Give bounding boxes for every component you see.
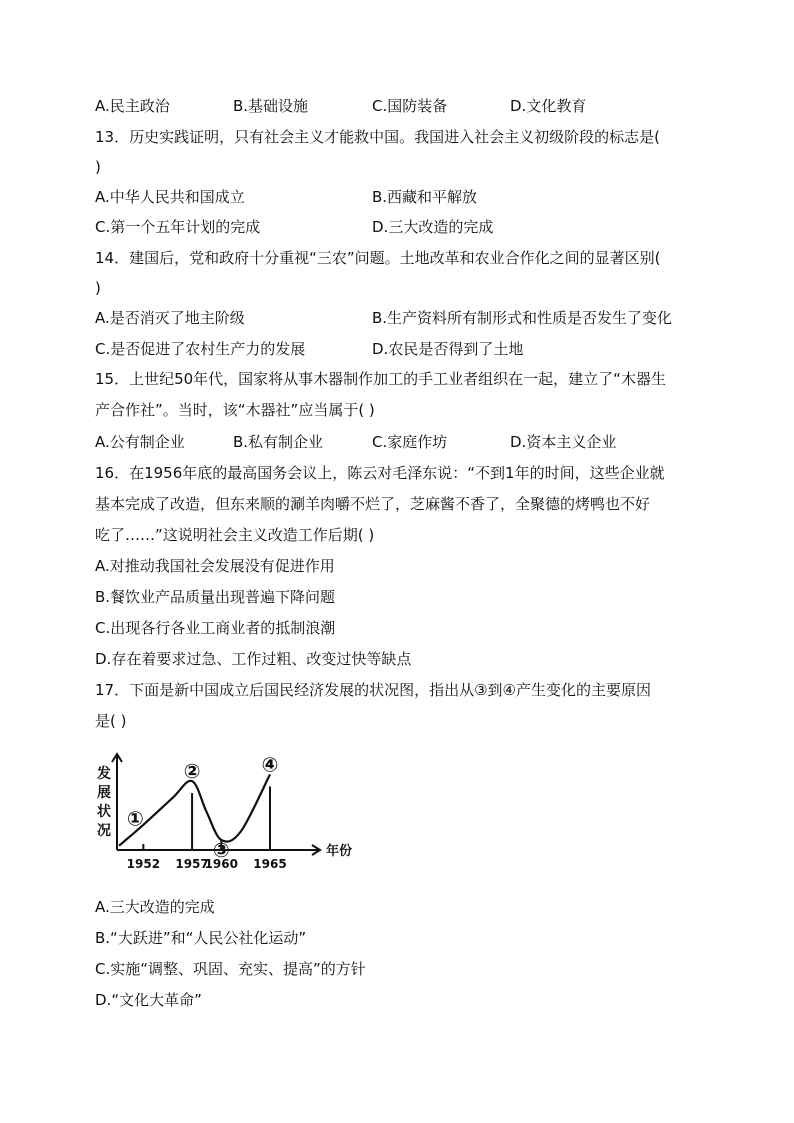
q13-option-c[interactable]: C.第一个五年计划的完成 [95, 218, 261, 236]
q13-option-a[interactable]: A.中华人民共和国成立 [95, 188, 245, 206]
q15-stem-cont: 产合作社”。当时，该“木器社”应当属于( ) [95, 401, 375, 419]
economy-development-chart [95, 742, 353, 872]
q17-option-c[interactable]: C.实施“调整、巩固、充实、提高”的方针 [95, 960, 366, 978]
q16-stem: 16．在1956年底的最高国务会议上，陈云对毛泽东说：“不到1年的时间，这些企业就 [95, 464, 665, 482]
q12-option-c[interactable]: C.国防装备 [372, 97, 448, 115]
q15-option-c[interactable]: C.家庭作坊 [372, 433, 448, 451]
q14-option-a[interactable]: A.是否消灭了地主阶级 [95, 309, 245, 327]
q13-option-b[interactable]: B.西藏和平解放 [372, 188, 478, 206]
chart-marker: ① [126, 806, 144, 831]
q15-option-b[interactable]: B.私有制企业 [233, 433, 324, 451]
q17-stem: 17．下面是新中国成立后国民经济发展的状况图，指出从③到④产生变化的主要原因 [95, 681, 651, 699]
chart-xlabel: 年份 [326, 844, 353, 859]
q17-option-b[interactable]: B.“大跃进”和“人民公社化运动” [95, 929, 307, 947]
q15-option-d[interactable]: D.资本主义企业 [510, 433, 617, 451]
q16-option-b[interactable]: B.餐饮业产品质量出现普遍下降问题 [95, 588, 336, 606]
q14-stem: 14．建国后，党和政府十分重视“三农”问题。土地改革和农业合作化之间的显著区别( [95, 249, 661, 267]
chart-tick-label: 1960 [204, 857, 238, 871]
q17-stem-cont: 是( ) [95, 712, 127, 730]
chart-marker: ② [183, 759, 201, 784]
q16-stem-cont-2: 吃了……”这说明社会主义改造工作后期( ) [95, 526, 375, 544]
chart-tick-label: 1952 [126, 857, 161, 871]
q12-option-a[interactable]: A.民主政治 [95, 97, 170, 115]
chart-marker: ④ [261, 752, 279, 777]
q14-option-c[interactable]: C.是否促进了农村生产力的发展 [95, 340, 306, 358]
q17-option-d[interactable]: D.“文化大革命” [95, 991, 202, 1009]
q16-option-c[interactable]: C.出现各行各业工商业者的抵制浪潮 [95, 619, 336, 637]
q14-option-b[interactable]: B.生产资料所有制形式和性质是否发生了变化 [372, 309, 673, 327]
chart-tick-label: 1965 [253, 857, 287, 871]
q12-option-d[interactable]: D.文化教育 [510, 97, 587, 115]
chart-marker: ③ [212, 837, 230, 862]
q14-stem-cont: ) [95, 279, 101, 297]
q16-option-d[interactable]: D.存在着要求过急、工作过粗、改变过快等缺点 [95, 650, 412, 668]
q13-stem-cont: ) [95, 158, 101, 176]
chart-ticks [127, 786, 287, 871]
q15-stem: 15．上世纪50年代，国家将从事木器制作加工的手工业者组织在一起，建立了“木器生 [95, 370, 666, 388]
q16-option-a[interactable]: A.对推动我国社会发展没有促进作用 [95, 557, 335, 575]
chart-ylabel: 发展状况 [97, 766, 111, 839]
q17-option-a[interactable]: A.三大改造的完成 [95, 898, 215, 916]
q13-option-d[interactable]: D.三大改造的完成 [372, 218, 494, 236]
chart-tick-label: 1957 [175, 857, 209, 871]
q13-stem: 13．历史实践证明，只有社会主义才能救中国。我国进入社会主义初级阶段的标志是( [95, 128, 660, 146]
q12-option-b[interactable]: B.基础设施 [233, 97, 309, 115]
q15-option-a[interactable]: A.公有制企业 [95, 433, 185, 451]
q16-stem-cont: 基本完成了改造，但东来顺的涮羊肉嚼不烂了，芝麻酱不香了，全聚德的烤鸭也不好 [95, 495, 651, 513]
chart-markers [127, 752, 279, 862]
q14-option-d[interactable]: D.农民是否得到了土地 [372, 340, 524, 358]
